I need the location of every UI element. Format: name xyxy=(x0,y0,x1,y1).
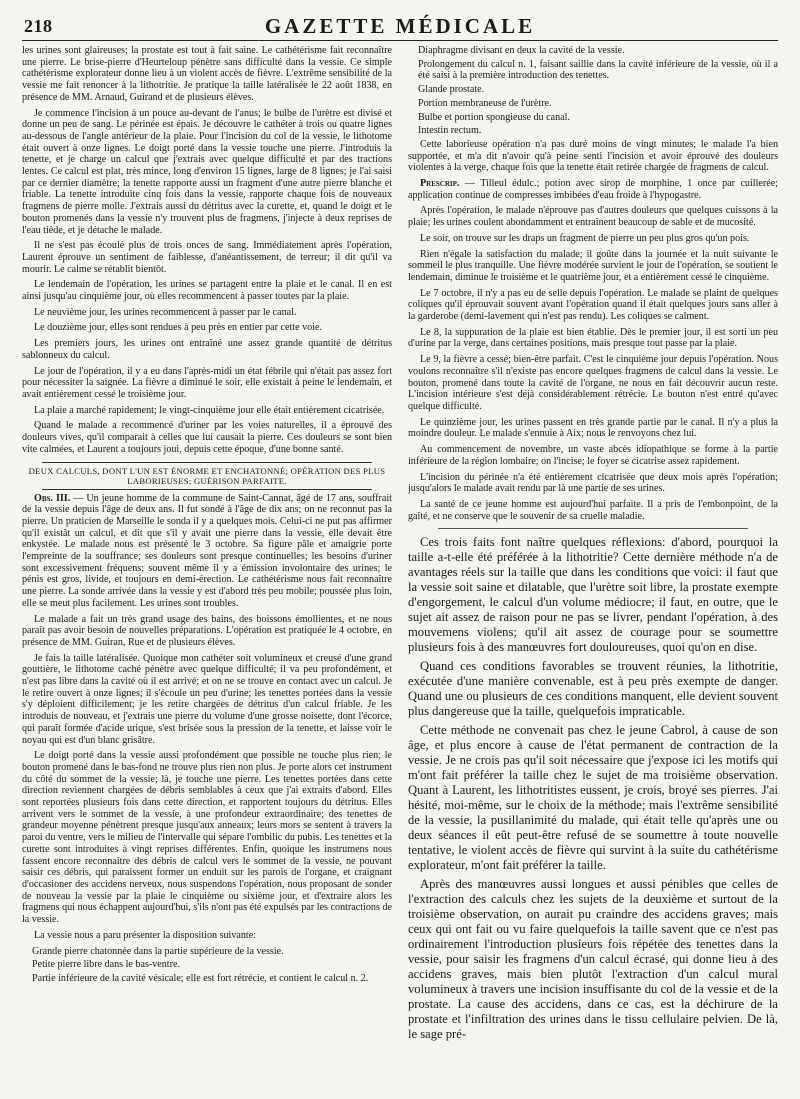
reflection-paragraph: Quand ces conditions favorables se trouvent réunies, la lithotritie, exécutée d'une manière convenable, est à peu près exempte de danger. Quand une ou plusieurs de ces conditions manquent, elle devient souvent plus dangereuse que la taille, quelquefois impraticable. xyxy=(408,659,778,719)
paragraph: La santé de ce jeune homme est aujourd'hui parfaite. Il a pris de l'embonpoint, de la gaîté, et ne conserve que le souvenir de sa cruelle maladie. xyxy=(408,498,778,522)
paragraph: La vessie nous a paru présenter la disposition suivante: xyxy=(34,929,257,941)
paragraph: Les premiers jours, les urines ont entraîné une assez grande quantité de détritus sablonneux du calcul. xyxy=(22,338,392,361)
paragraph: Le lendemain de l'opération, les urines se partagent entre la plaie et le canal. Il en est ainsi jusqu'au cinquième jour, où elles recommencent à passer toutes par la plaie. xyxy=(22,279,392,303)
section-rule xyxy=(42,462,372,463)
page-header xyxy=(22,14,778,41)
paragraph: Quand le malade a recommencé d'uriner par les voies naturelles, il a éprouvé des douleurs vives, qu'il comparait à celles que lui causait la pierre. Ces douleurs se sont bien vite calmées, et Laurent a toujours joui, depuis cette époque, d'une bonne santé. xyxy=(22,420,392,455)
reflection-paragraph: Après des manœuvres aussi longues et aussi pénibles que celles de l'extraction des calculs chez les sujets de la deuxième et surtout de la troisième observation, on aurait pu craindre des accidens graves; mais ceux qui ont fait ou vu faire quelquefois la taille savent que ce n'est pas ordinairement l'introduction plusieurs fois répétée des tenettes dans la vessie, pour saisir les fragmens d'un calcul écrasé, qui donne lieu à des accidens graves, mais bien plutôt l'extraction d'un calcul mural volumineux à travers une incision insuffisante du col de la vessie et de la prostate. La cause des accidens, dans ce cas, est la déchirure de la prostate et l'infiltration des urines dans le tissu cellulaire pelvien. De là, le sage pré- xyxy=(408,877,778,1042)
page-number: 218 xyxy=(24,16,53,36)
paragraph: Le quinzième jour, les urines passent en très grande partie par le canal. Il n'y a plus la moindre douleur. Le malade s'ennuie à Aix; nous le renvoyons chez lui. xyxy=(408,416,778,440)
paragraph: les urines sont glaireuses; la prostate est tout à fait saine. Le cathétérisme fait reconnaître une pierre. Le brise-pierre d'Heurteloup pénètre sans difficulté dans la vessie. Ce simple cathétérisme explorateur donne lieu à un violent accès de fièvre. L'extrême sensibilité de la vessie me fait renoncer à la lithotritie. Je pratique la taille latéralisée le 22 août 1838, en présence de MM. Arnaud, Guirand et de plusieurs élèves. xyxy=(22,45,392,103)
list-item: Partie inférieure de la cavité vésicale; elle est fort rétrécie, et contient le calcul n. 2. xyxy=(32,972,369,984)
paragraph: Je commence l'incision à un pouce au-devant de l'anus; le bulbe de l'urètre est divisé et donne un peu de sang. Le périnée est épais. Je découvre le cathéter à trois ou quatre lignes au-dessous de l'angle antérieur de la plaie. Pour l'incision du col de la vessie, le lithotome était ouvert à onze lignes. Le doigt porté dans la vessie touche une pierre. J'introduis la tenette, et je charge un calcul que j'extrais avec quelque difficulté et par des tractions lentes. Ce calcul est plat, très mince, long d'environ 15 lignes, large de 8 lignes; je l'ai saisi par ce dernier diamètre; la tenette rapporte aussi un fragment d'une autre pierre blanche et friable. La tenette introduite cinq fois dans la vessie, rapporte chaque fois de nouveaux fragmens de pierre molle. J'extrais aussi du détritus avec la curette, et, quand le doigt et le bouton promenés dans la vessie n'y trouvent plus de fragmens, j'injecte à deux reprises de l'eau tiède, et je détache le malade. xyxy=(22,107,392,236)
paragraph: Le jour de l'opération, il y a eu dans l'après-midi un état fébrile qui n'était pas assez fort pour nécessiter la saignée. La fièvre a diminué le soir, elle existait à peine le lendemain, et avait entièrement cessé le troisième jour. xyxy=(22,365,392,400)
observation-text: — Un jeune homme de la commune de Saint-Cannat, âgé de 17 ans, souffrait de la vessie depuis l'âge de deux ans. Il fut sondé à l'âge de dix ans; on ne reconnut pas la pierre. Un praticien de Marseille le sonda il y a quelques mois. Celui-ci ne put pas affirmer qu'il existât un calcul, et dit que s'il y avait une pierre dans la vessie, elle devait être enkystée. Le malade nous est présenté le 3 octobre. Sa figure pâle et amaigrie porte l'empreinte de la souffrance; ses douleurs sont presque continuelles; les besoins d'uriner sont excessivement fréquens; souvent même il y a émission involontaire des urines; le pénis est gros, livide, et toujours en demi-érection. Le cathétérisme nous fait reconnaître une pierre. La sonde arrivée dans la vessie y est d'abord très peu mobile; poussée plus loin, elle se meut plus facilement. Les urines sont troubles. xyxy=(22,492,392,609)
journal-title: GAZETTE MÉDICALE xyxy=(264,14,536,38)
list-item: Glande prostate. xyxy=(418,84,485,96)
observation-label: Obs. III. xyxy=(34,492,71,504)
paragraph: Le doigt porté dans la vessie aussi profondément que possible ne touche plus rien; le bouton promené dans le bas-fond ne trouve plus rien non plus. Je porte alors cet instrument du côté du sommet de la vessie; là, je touche une pierre. Les tenettes portées dans cette direction reviennent chargées de débris semblables à ceux que j'ai extraits d'abord. Elles sont reportées plusieurs fois dans cette direction, et rapportent toujours du détritus. Elles arrivent vers le sommet de la vessie, à une profondeur extraordinaire; des tenettes de grandeur moyenne pénètrent presque jusqu'aux anneaux; leurs mors se sentent à travers la paroi du ventre, vers le milieu de l'intervalle qui sépare l'ombilic du pubis. Les tenettes et la curette sont introduites à vingt reprises différentes. Enfin, quoique les instrumens nous fassent encore reconnaître des débris de calcul vers le sommet de la vessie, ne pouvant saisir ces débris, qui paraissent former un enduit sur les parois de l'organe, et craignant d'occasioner des accidens nerveux, nous suspendons l'opération, nous proposant de sonder de nouveau la vessie par la plaie le cinquième ou sixième jour, et d'extraire alors les fragmens qui nous échappent aujourd'hui, s'ils n'ont pas été expulsés par les contractions de la vessie. xyxy=(22,750,392,926)
list-item: Prolongement du calcul n. 1, faisant saillie dans la cavité inférieure de la vessie, où il a été saisi à la première introduction des tenettes. xyxy=(418,58,778,82)
paragraph: Le 9, la fièvre a cessé; bien-être parfait. C'est le cinquième jour depuis l'opération. Nous voulons reconnaître s'il n'existe pas encore quelques fragmens de calcul dans la vessie. Le bouton, promené dans toute la cavité de l'organe, ne nous en fait découvrir aucun reste. L'incision intérieure s'est déjà considérablement rétrécie. Le bouton n'est entré qu'avec quelque difficulté. xyxy=(408,354,778,412)
paragraph: Au commencement de novembre, un vaste abcès idiopathique se forme à la partie inférieure de la région lombaire; on l'incise; le foyer se cicatrise assez rapidement. xyxy=(408,444,778,467)
right-column xyxy=(408,45,778,1093)
paragraph: Le 8, la suppuration de la plaie est bien établie. Dès le premier jour, il est sorti un peu d'urine par la verge, dans certaines positions, mais presque tout passe par la plaie. xyxy=(408,326,778,350)
reflection-paragraph: Ces trois faits font naître quelques réflexions: d'abord, pourquoi la taille a-t-elle été préférée à la lithotritie? Cette dernière méthode n'a de avantages réels sur la taille que dans les conditions que voici: il faut que la vessie soit saine et dilatable, que l'urètre soit libre, la prostate exempte d'engorgement, le calcul d'un volume médiocre; il faut, en outre, que le sujet ait assez de raison pour ne pas se livrer, pendant l'opération, à des mouvemens violens; qu'il ait assez de courage pour se soumettre plusieurs fois à des manœuvres fort douloureuses, quoi qu'on en dise. xyxy=(408,535,778,655)
prescription-text: — Tilleul édulc.; potion avec sirop de morphine, 1 once par cuillerée; application continue de compresses imbibées d'eau froide à l'hypogastre. xyxy=(408,178,778,201)
text-columns xyxy=(22,45,778,1093)
list-item: Grande pierre chatonnée dans la partie supérieure de la vessie. xyxy=(32,945,284,957)
paragraph: Il ne s'est pas écoulé plus de trois onces de sang. Immédiatement après l'opération, Laurent éprouve un sentiment de faiblesse, d'anéantissement, de terreur; il dit qu'il va mourir. Le calme se rétablit bientôt. xyxy=(22,240,392,275)
reflection-paragraph: Cette méthode ne convenait pas chez le jeune Cabrol, à cause de son âge, et plus encore à cause de l'état permanent de contraction de la vessie. Je ne crois pas qu'il soit nécessaire que j'expose ici les motifs qui m'ont fait préférer la taille chez le sujet de ma troisième observation. Quant à Laurent, les lithotritistes eussent, je crois, broyé ses pierres. J'ai hésité, moi-même, sur le choix de la méthode; mais l'extrême sensibilité de la vessie, la pusillanimité du malade, qui était telle qu'après une ou deux séances il eût peut-être refusé de se soumettre à toute nouvelle tentative, le violent accès de fièvre qui survint à la suite du cathétérisme explorateur, m'ont fait préférer la taille. xyxy=(408,723,778,873)
section-divider xyxy=(438,528,748,529)
left-column xyxy=(22,45,392,1093)
paragraph: Le malade a fait un très grand usage des bains, des boissons émollientes, et ne nous paraît pas avoir besoin de nouvelles préparations. L'opération est pratiquée le 4 octobre, en présence de MM. Guiran, Rue et de plusieurs élèves. xyxy=(22,613,392,648)
paragraph: Après l'opération, le malade n'éprouve pas d'autres douleurs que quelques cuissons à la plaie; les urines coulent abondamment et entraînent beaucoup de sable et de mucosité. xyxy=(408,205,778,229)
list-item: Diaphragme divisant en deux la cavité de la vessie. xyxy=(418,45,625,56)
section-rule xyxy=(42,489,372,490)
list-item: Bulbe et portion spongieuse du canal. xyxy=(418,111,570,123)
paragraph: Rien n'égale la satisfaction du malade; il goûte dans la journée et la nuit suivante le sommeil le plus tranquille. Une fièvre modérée survient le jour de l'opération, se soutient le lendemain, diminue le troisième et le quatrième jour, et a entièrement cessé le cinquième. xyxy=(408,248,778,283)
paragraph: Cette laborieuse opération n'a pas duré moins de vingt minutes; le malade l'a bien supportée, et m'a dit n'avoir qu'à peine senti l'incision et avoir éprouvé des douleurs violentes à la verge, chaque fois que la tenette était retirée chargée de fragmens de calcul. xyxy=(408,138,778,174)
paragraph: Le 7 octobre, il n'y a pas eu de selle depuis l'opération. Le malade se plaint de quelques coliques qu'il éprouvait souvent avant l'opération quand il était quelques jours sans aller à la garderobe (demi-lavement qui n'est pas rendu). Les coliques se calment. xyxy=(408,287,778,323)
prescription-paragraph xyxy=(408,178,778,201)
paragraph: Le neuvième jour, les urines recommencent à passer par le canal. xyxy=(34,306,297,318)
section-title: DEUX CALCULS, DONT L'UN EST ÉNORME ET ENCHATONNÉ; OPÉRATION DES PLUS LABORIEUSES; GUÉRISON PARFAITE. xyxy=(28,465,386,486)
paragraph: Je fais la taille latéralisée. Quoique mon cathéter soit volumineux et creusé d'une grand gouttière, le lithotome caché pénètre avec quelque difficulté; il va peu profondément, et n'est pas libre dans la cavité où il est arrivé; et on ne se trouve en contact avec un calcul. Je le retire ouvert à onze lignes; il s'écoule un peu d'urine; les tenettes portées dans la vessie s'y déploient difficilement; je les retire chargées de détritus d'un calcul friable. Je les introduis de nouveau, et j'extrais une pierre du volume d'une grosse noisette, dont l'écorce, qui paraît formée d'acide urique, s'est brisée sous la pression de la tenette, et laisse voir le noyau qui est d'un blanc grisâtre. xyxy=(22,652,392,746)
list-item: Portion membraneuse de l'urètre. xyxy=(418,97,552,109)
list-item: Intestin rectum. xyxy=(418,125,482,137)
paragraph: La plaie a marché rapidement; le vingt-cinquième jour elle était entièrement cicatrisée. xyxy=(34,404,385,416)
figure-legend-list-continued xyxy=(408,45,778,137)
observation-paragraph xyxy=(22,493,392,610)
list-item: Petite pierre libre dans le bas-ventre. xyxy=(32,959,180,971)
paragraph: Le douzième jour, elles sont rendues à peu près en entier par cette voie. xyxy=(34,322,322,334)
figure-legend-list xyxy=(22,946,392,985)
prescription-label: Prescrip. xyxy=(420,178,460,190)
paragraph: Le soir, on trouve sur les draps un fragment de pierre un peu plus gros qu'un pois. xyxy=(420,232,750,244)
paragraph: L'incision du périnée n'a été entièrement cicatrisée que deux mois après l'opération; jusqu'alors le malade avait rendu par là une partie de ses urines. xyxy=(408,471,778,495)
